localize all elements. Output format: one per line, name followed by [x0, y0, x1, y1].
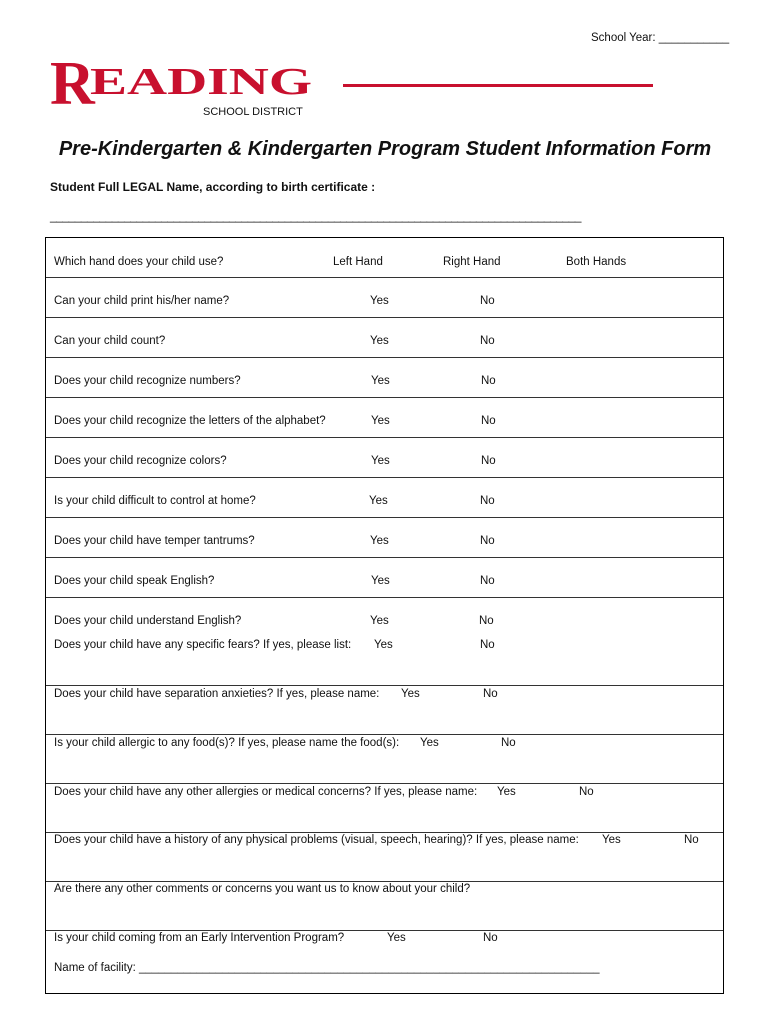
row-divider — [46, 557, 723, 558]
logo-subtitle: SCHOOL DISTRICT — [203, 106, 303, 118]
option-no[interactable]: No — [480, 335, 495, 347]
logo-letter-r: R — [50, 58, 95, 118]
row-divider — [46, 783, 723, 784]
option-yes[interactable]: Yes — [371, 415, 390, 427]
option-no[interactable]: No — [483, 688, 498, 700]
option-yes[interactable]: Yes — [371, 375, 390, 387]
row-divider — [46, 317, 723, 318]
student-name-input-line[interactable]: ______________________________________________________________________________________ — [50, 209, 581, 223]
school-year-field[interactable]: School Year: ___________ — [591, 32, 730, 44]
option-no[interactable]: No — [481, 415, 496, 427]
option-no[interactable]: No — [481, 455, 496, 467]
option-left-hand[interactable]: Left Hand — [333, 256, 383, 268]
option-yes[interactable]: Yes — [374, 639, 393, 651]
row-divider — [46, 685, 723, 686]
row-divider — [46, 597, 723, 598]
question-count: Can your child count? — [54, 335, 166, 347]
option-yes[interactable]: Yes — [420, 737, 439, 749]
question-colors: Does your child recognize colors? — [54, 455, 227, 467]
option-no[interactable]: No — [501, 737, 516, 749]
row-divider — [46, 881, 723, 882]
question-hand: Which hand does your child use? — [54, 256, 224, 268]
reading-school-district-logo — [50, 58, 320, 118]
question-speak-english: Does your child speak English? — [54, 575, 215, 587]
row-divider — [46, 930, 723, 931]
option-no[interactable]: No — [480, 295, 495, 307]
option-no[interactable]: No — [480, 535, 495, 547]
logo-underline-rule — [343, 84, 653, 87]
row-divider — [46, 397, 723, 398]
option-yes[interactable]: Yes — [387, 932, 406, 944]
question-separation: Does your child have separation anxieties? If yes, please name: — [54, 688, 380, 700]
option-both-hands[interactable]: Both Hands — [566, 256, 627, 268]
question-tantrums: Does your child have temper tantrums? — [54, 535, 255, 547]
option-no[interactable]: No — [480, 495, 495, 507]
option-right-hand[interactable]: Right Hand — [443, 256, 501, 268]
question-print-name: Can your child print his/her name? — [54, 295, 230, 307]
row-divider — [46, 734, 723, 735]
option-yes[interactable]: Yes — [370, 295, 389, 307]
option-yes[interactable]: Yes — [497, 786, 516, 798]
student-name-label: Student Full LEGAL Name, according to birth certificate : — [50, 180, 376, 194]
question-control: Is your child difficult to control at home? — [54, 495, 256, 507]
option-yes[interactable]: Yes — [370, 535, 389, 547]
option-no[interactable]: No — [483, 932, 498, 944]
option-no[interactable]: No — [479, 615, 494, 627]
option-yes[interactable]: Yes — [369, 495, 388, 507]
option-yes[interactable]: Yes — [371, 455, 390, 467]
option-yes[interactable]: Yes — [370, 615, 389, 627]
row-divider — [46, 277, 723, 278]
question-fears: Does your child have any specific fears? If yes, please list: — [54, 639, 352, 651]
question-food-allergy: Is your child allergic to any food(s)? If yes, please name the food(s): — [54, 737, 400, 749]
question-numbers: Does your child recognize numbers? — [54, 375, 241, 387]
option-yes[interactable]: Yes — [370, 335, 389, 347]
row-divider — [46, 437, 723, 438]
question-physical: Does your child have a history of any physical problems (visual, speech, hearing)? If yes, please name: — [54, 834, 579, 846]
option-no[interactable]: No — [481, 375, 496, 387]
form-title: Pre-Kindergarten & Kindergarten Program Student Information Form — [58, 138, 712, 160]
row-divider — [46, 832, 723, 833]
question-other-allergies: Does your child have any other allergies or medical concerns? If yes, please name: — [54, 786, 478, 798]
logo-wordmark: EADING — [90, 61, 312, 103]
row-divider — [46, 357, 723, 358]
question-letters: Does your child recognize the letters of the alphabet? — [54, 415, 326, 427]
row-divider — [46, 477, 723, 478]
option-no[interactable]: No — [480, 639, 495, 651]
option-no[interactable]: No — [684, 834, 699, 846]
facility-name-field[interactable]: Name of facility: ________________________________________________________________________ — [54, 962, 600, 974]
option-yes[interactable]: Yes — [602, 834, 621, 846]
question-comments: Are there any other comments or concerns you want us to know about your child? — [54, 883, 471, 895]
option-no[interactable]: No — [579, 786, 594, 798]
option-no[interactable]: No — [480, 575, 495, 587]
question-understand-english: Does your child understand English? — [54, 615, 242, 627]
option-yes[interactable]: Yes — [371, 575, 390, 587]
option-yes[interactable]: Yes — [401, 688, 420, 700]
question-early-intervention: Is your child coming from an Early Intervention Program? — [54, 932, 345, 944]
row-divider — [46, 517, 723, 518]
questionnaire-box — [45, 237, 724, 994]
